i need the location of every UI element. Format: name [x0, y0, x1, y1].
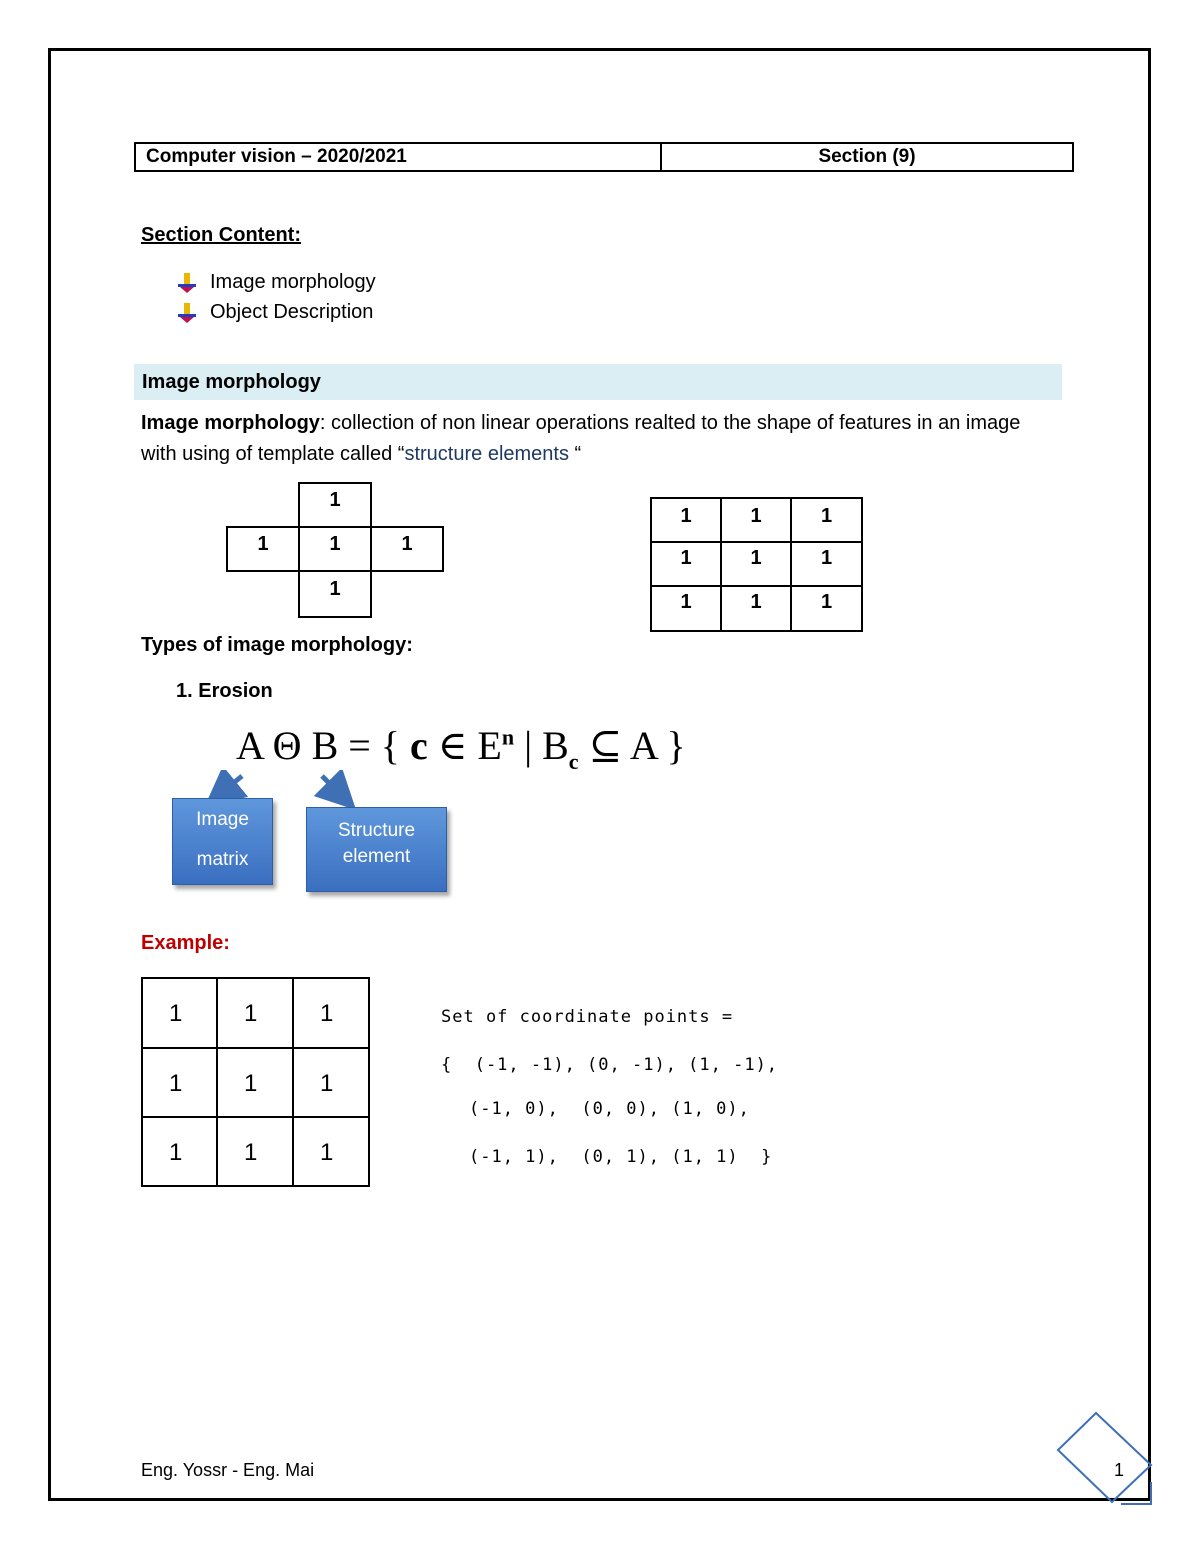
section-content-label: Section Content: — [141, 224, 301, 246]
square-cell: 1 — [720, 541, 792, 587]
example-cell: 1 — [141, 977, 218, 1049]
image-matrix-box — [172, 798, 273, 885]
square-cell: 1 — [790, 497, 863, 543]
arrow-bullet-icon — [176, 302, 198, 324]
example-cell: 1 — [216, 977, 294, 1049]
formula-part: ⊆ A } — [578, 723, 686, 768]
erosion-formula — [236, 722, 686, 774]
formula-part: A Θ B = { — [236, 723, 411, 768]
arrow-bullet-icon — [176, 272, 198, 294]
cross-cell-right: 1 — [370, 526, 444, 572]
formula-superscript: n — [501, 724, 515, 750]
square-cell: 1 — [720, 497, 792, 543]
coords-title: Set of coordinate points = — [441, 1007, 734, 1027]
erosion-item: 1. Erosion — [176, 680, 273, 702]
image-matrix-line2: matrix — [196, 849, 249, 870]
types-heading: Types of image morphology: — [141, 634, 413, 656]
formula-subscript: c — [568, 749, 579, 774]
example-cell: 1 — [292, 1047, 370, 1118]
example-cell: 1 — [216, 1047, 294, 1118]
subsection-heading: Image morphology — [134, 364, 1062, 400]
example-cell: 1 — [141, 1047, 218, 1118]
square-cell: 1 — [790, 541, 863, 587]
definition-text: : collection of non linear operations realted to the shape of features in an image with using of template called “ — [141, 412, 1021, 465]
definition-highlight: structure elements — [404, 443, 569, 465]
header-table — [134, 142, 1074, 172]
example-cell: 1 — [292, 1116, 370, 1187]
definition-paragraph — [141, 408, 1061, 470]
definition-term: Image morphology — [141, 412, 320, 434]
image-matrix-line1: Image — [196, 809, 249, 830]
structure-line1: Structure — [337, 820, 416, 841]
formula-part: | B — [514, 723, 569, 768]
cross-cell-left: 1 — [226, 526, 300, 572]
arrow-to-image-matrix — [220, 776, 242, 794]
example-cell: 1 — [216, 1116, 294, 1187]
list-item-label: Object Description — [210, 301, 374, 323]
footer-authors: Eng. Yossr - Eng. Mai — [141, 1460, 315, 1480]
arrow-to-structure-element — [322, 776, 342, 796]
square-cell: 1 — [650, 541, 722, 587]
page-number-diamond-icon — [1055, 1410, 1155, 1510]
formula-part: c — [410, 723, 428, 768]
example-cell: 1 — [292, 977, 370, 1049]
definition-end: “ — [568, 443, 582, 465]
coords-line: (-1, 0), (0, 0), (1, 0), — [469, 1099, 750, 1119]
square-cell: 1 — [650, 585, 722, 632]
formula-part: ∈ E — [427, 723, 502, 768]
structure-element-box — [306, 807, 447, 892]
coords-line: { (-1, -1), (0, -1), (1, -1), — [441, 1055, 779, 1075]
section-number: Section (9) — [818, 146, 916, 167]
square-cell: 1 — [720, 585, 792, 632]
course-title: Computer vision – 2020/2021 — [136, 144, 662, 170]
square-cell: 1 — [650, 497, 722, 543]
page-number: 1 — [1114, 1460, 1125, 1480]
example-label: Example: — [141, 932, 230, 954]
coords-line: (-1, 1), (0, 1), (1, 1) } — [469, 1147, 773, 1167]
structure-line2: element — [342, 846, 411, 867]
cross-cell-bottom: 1 — [298, 570, 372, 618]
cross-cell-top: 1 — [298, 482, 372, 528]
square-cell: 1 — [790, 585, 863, 632]
cross-cell-center: 1 — [298, 526, 372, 572]
list-item — [176, 271, 376, 294]
list-item — [176, 301, 373, 324]
example-cell: 1 — [141, 1116, 218, 1187]
list-item-label: Image morphology — [210, 271, 376, 293]
